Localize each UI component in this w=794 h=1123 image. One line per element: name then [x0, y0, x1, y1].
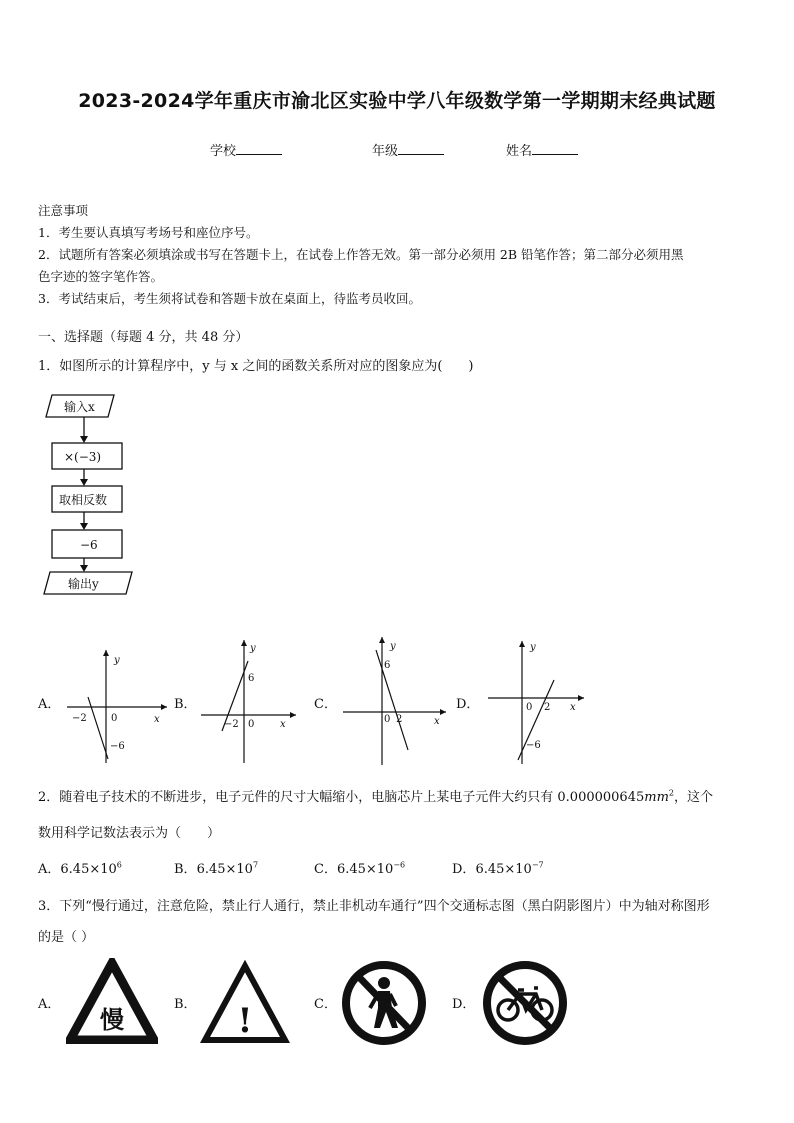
q2-unit: mm: [644, 790, 669, 805]
note-item: 2．试题所有答案必须填涂或书写在答题卡上，在试卷上作答无效。第一部分必须用 2B 铅笔作答；第二部分必须用黑: [38, 247, 684, 262]
q3-option-d[interactable]: D．: [452, 997, 476, 1012]
x-intercept-label: −2: [224, 719, 239, 730]
q2-option-d[interactable]: D．$6.45\times 10^{-7}$: [452, 860, 544, 877]
flow-arrow: [80, 436, 88, 443]
prohibition-slash: [498, 976, 552, 1030]
y-axis-label: y: [390, 641, 396, 652]
flow-input-label: 输入x: [64, 400, 95, 414]
origin-label: 0: [111, 713, 118, 724]
school-blank[interactable]: [236, 142, 282, 155]
q1-option-b[interactable]: B．: [174, 697, 197, 712]
question-2-text-line2: 数用科学记数法表示为（ ）: [38, 826, 221, 841]
origin-label: 0: [384, 714, 391, 725]
x-axis-label: x: [154, 714, 160, 725]
x-intercept-label: −2: [72, 713, 87, 724]
y-intercept-label: −6: [110, 741, 125, 752]
question-3-text-line2: 的是（ ）: [38, 930, 95, 945]
q1-option-c[interactable]: C．: [314, 697, 337, 712]
school-field: [210, 140, 282, 159]
x-axis-label: x: [280, 719, 286, 730]
grade-label: 年级: [372, 144, 399, 159]
warning-sign-char: !: [237, 1001, 253, 1041]
page-title: 2023-2024学年重庆市渝北区实验中学八年级数学第一学期期末经典试题: [78, 90, 716, 112]
note-item: 3．考试结束后，考生须将试卷和答题卡放在桌面上，待监考员收回。: [38, 291, 421, 306]
q1-graph-a: [62, 645, 172, 765]
pedestrian-head: [378, 977, 390, 989]
x-axis-label: x: [570, 702, 576, 713]
notes-section: [38, 200, 760, 310]
warning-sign-icon: [200, 960, 290, 1044]
function-line: [88, 697, 108, 759]
slow-sign-icon: [66, 958, 158, 1044]
q2-unit-exponent: 2: [668, 788, 674, 798]
q1-graph-d: [484, 636, 589, 766]
q1-graph-b: [196, 635, 306, 765]
notes-heading: 注意事项: [38, 203, 89, 218]
x-intercept-label: 2: [544, 702, 551, 713]
q2-text-part2: ，这个: [674, 790, 714, 805]
y-axis-label: y: [114, 655, 120, 666]
flow-multiply-label: ×(−3): [64, 450, 102, 464]
question-2-text: [38, 786, 713, 805]
note-item: 1．考生要认真填写考场号和座位序号。: [38, 225, 259, 240]
question-3-text: 3．下列“慢行通过，注意危险，禁止行人通行，禁止非机动车通行”四个交通标志图（黑白阴影图片）中为轴对称图形: [38, 899, 710, 914]
y-axis-label: y: [530, 642, 536, 653]
q3-option-b[interactable]: B．: [174, 997, 197, 1012]
note-item: 色字迹的签字笔作答。: [38, 269, 164, 284]
x-intercept-label: 2: [396, 714, 403, 725]
y-intercept-label: 6: [248, 673, 255, 684]
q2-option-a[interactable]: A．$6.45\times 10^6$: [38, 860, 122, 877]
slow-sign-char: 慢: [100, 1005, 124, 1034]
flowchart: [40, 390, 140, 600]
grade-field: [372, 140, 444, 159]
q1-graph-c: [338, 632, 453, 767]
flow-arrow: [80, 479, 88, 486]
origin-label: 0: [248, 719, 255, 730]
flow-arrow: [80, 523, 88, 530]
school-label: 学校: [210, 144, 237, 159]
flow-negate-label: 取相反数: [59, 493, 108, 507]
question-1-text: 1．如图所示的计算程序中，y 与 x 之间的函数关系所对应的图象应为( ): [38, 359, 474, 374]
name-blank[interactable]: [532, 142, 578, 155]
section-heading: 一、选择题（每题 4 分，共 48 分）: [38, 330, 249, 345]
q2-option-c[interactable]: C．$6.45\times 10^{-6}$: [314, 860, 406, 877]
y-intercept-label: −6: [526, 740, 541, 751]
q3-option-a[interactable]: A．: [38, 997, 61, 1012]
q1-option-a[interactable]: A．: [38, 697, 61, 712]
q1-option-d[interactable]: D．: [456, 697, 480, 712]
x-axis-label: x: [434, 716, 440, 727]
name-label: 姓名: [506, 144, 533, 159]
y-intercept-label: 6: [384, 660, 391, 671]
q2-option-b[interactable]: B．$6.45\times 10^7$: [174, 860, 259, 877]
q2-text-part1: 2．随着电子技术的不断进步，电子元件的尺寸大幅缩小，电脑芯片上某电子元件大约只有 0.000000645: [38, 790, 645, 805]
flow-subtract-label: −6: [80, 538, 98, 552]
no-bicycle-sign-icon: [478, 958, 572, 1048]
flow-arrow: [80, 565, 88, 572]
flow-output-label: 输出y: [68, 577, 99, 591]
no-pedestrian-sign-icon: [338, 958, 430, 1048]
origin-label: 0: [526, 702, 533, 713]
y-axis-label: y: [250, 643, 256, 654]
q3-option-c[interactable]: C．: [314, 997, 337, 1012]
name-field: [506, 140, 578, 159]
function-line: [376, 650, 408, 750]
grade-blank[interactable]: [398, 142, 444, 155]
